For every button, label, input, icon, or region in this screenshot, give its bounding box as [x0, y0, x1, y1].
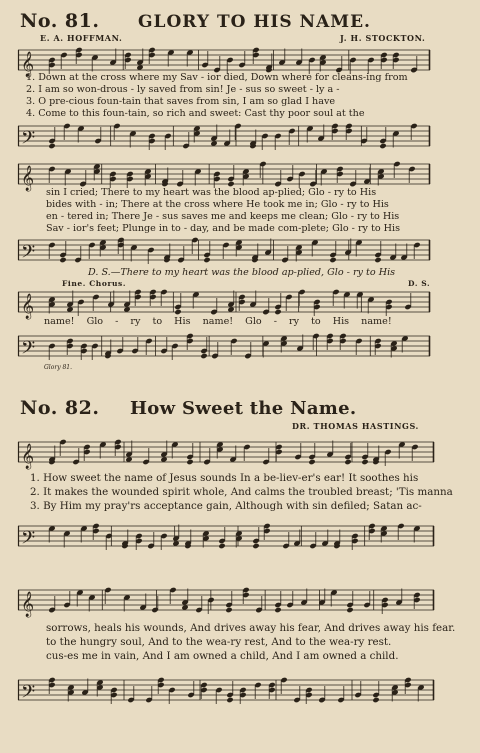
note-head: [372, 697, 379, 703]
clef-icon: 𝄞: [21, 444, 35, 469]
note-head: [379, 143, 386, 149]
hymn-81-verse-1-line-1: 1. Down at the cross where my Sav - ior died, Down where for cleans-ing from: [26, 72, 408, 83]
hymn-81-verse-2-line-2: bides with - in; There at the cross where He took me in; Glo - ry to His: [46, 199, 389, 210]
treble-staff-82-2: [18, 584, 434, 620]
note-head: [200, 353, 207, 359]
hymn-81-verse-4-line-1: 4. Come to this foun-tain, so rich and sweet: Cast thy poor soul at the: [26, 108, 365, 119]
hymn-82-verse-1-line-1: 1. How sweet the name of Jesus sounds In a be-liev-er's ear! It soothes his: [30, 472, 419, 484]
note-head: [374, 257, 381, 263]
note-head: [48, 143, 55, 149]
note-head: [218, 543, 225, 549]
hymn-81-verse-1-line-2: sin I cried; There to my heart was the blood ap-plied; Glo - ry to His: [46, 187, 377, 198]
hymn-81-verse-4-line-2: Sav - ior's feet; Plunge in to - day, and be made com-plete; Glo - ry to His: [46, 223, 401, 234]
clef-icon: 𝄞: [21, 294, 35, 319]
hymn-81-ds-text: D. S.—There to my heart was the blood ap-plied, Glo - ry to His: [88, 267, 396, 278]
note-head: [225, 607, 232, 613]
hymn-81-number: No. 81.: [20, 10, 100, 32]
hymn-81-composer: J. H. STOCKTON.: [340, 33, 426, 43]
treble-staff-81-chorus: [18, 286, 430, 320]
note-head: [252, 543, 259, 549]
clef-icon: 𝄞: [21, 166, 35, 191]
bass-staff-81-1: [18, 120, 430, 154]
hymn-81-plate-mark: Glory 81.: [44, 364, 73, 371]
note-head: [308, 459, 315, 465]
note-head: [59, 257, 66, 263]
hymn-81-chorus-lyric: name! Glo - ry to His name! Glo - ry to His name!: [44, 316, 392, 327]
clef-icon: 𝄞: [21, 52, 35, 77]
note-head: [274, 607, 281, 613]
clef-icon: 𝄢: [21, 528, 36, 553]
note-head: [344, 459, 351, 465]
treble-staff-82-1: [18, 436, 434, 472]
hymn-81-title: GLORY TO HIS NAME.: [138, 12, 371, 32]
note-head: [226, 697, 233, 703]
clef-icon: 𝄢: [21, 338, 36, 363]
hymn-81-ds-mark: D. S.: [408, 279, 431, 288]
hymn-81-lyricist: E. A. HOFFMAN.: [40, 33, 123, 43]
hymn-82-verse-1-line-2: sorrows, heals his wounds, And drives away his fear, And drives away his fear.: [46, 622, 456, 634]
clef-icon: 𝄢: [21, 128, 36, 153]
hymn-82-verse-2-line-2: to the hungry soul, And to the wea-ry rest, And to the wea-ry rest.: [46, 636, 392, 648]
hymn-82-title: How Sweet the Name.: [130, 398, 357, 419]
clef-icon: 𝄞: [21, 592, 35, 617]
note-head: [361, 459, 368, 465]
hymn-81-verse-3-line-1: 3. O pre-cious foun-tain that saves from sin, I am so glad I have: [26, 96, 336, 107]
hymn-82-verse-2-line-1: 2. It makes the wounded spirit whole, And calms the troubled breast; 'Tis manna: [30, 486, 453, 498]
bass-staff-82-1: [18, 520, 434, 556]
hymn-82-composer: DR. THOMAS HASTINGS.: [292, 421, 419, 431]
hymn-82-verse-3-line-2: cus-es me in vain, And I am owned a child, And I am owned a child.: [46, 650, 399, 662]
hymn-81-verse-3-line-2: en - tered in; There Je - sus saves me and keeps me clean; Glo - ry to His: [46, 211, 400, 222]
clef-icon: 𝄢: [21, 242, 36, 267]
hymn-82-number: No. 82.: [20, 397, 100, 419]
hymn-81-fine-chorus: Fine. Chorus.: [62, 279, 127, 288]
note-head: [329, 257, 336, 263]
note-head: [203, 257, 210, 263]
note-head: [346, 607, 353, 613]
hymn-82-verse-3-line-1: 3. By Him my pray'rs acceptance gain, Although with sin defiled; Satan ac-: [30, 500, 422, 512]
hymn-81-verse-2-line-1: 2. I am so won-drous - ly saved from sin! Je - sus so sweet - ly a -: [26, 84, 340, 95]
clef-icon: 𝄢: [21, 682, 36, 707]
bass-staff-82-2: [18, 674, 434, 710]
bass-staff-81-chorus: [18, 330, 430, 364]
note-head: [174, 309, 181, 315]
note-head: [186, 459, 193, 465]
note-head: [274, 309, 281, 315]
bass-staff-81-2: [18, 234, 430, 268]
